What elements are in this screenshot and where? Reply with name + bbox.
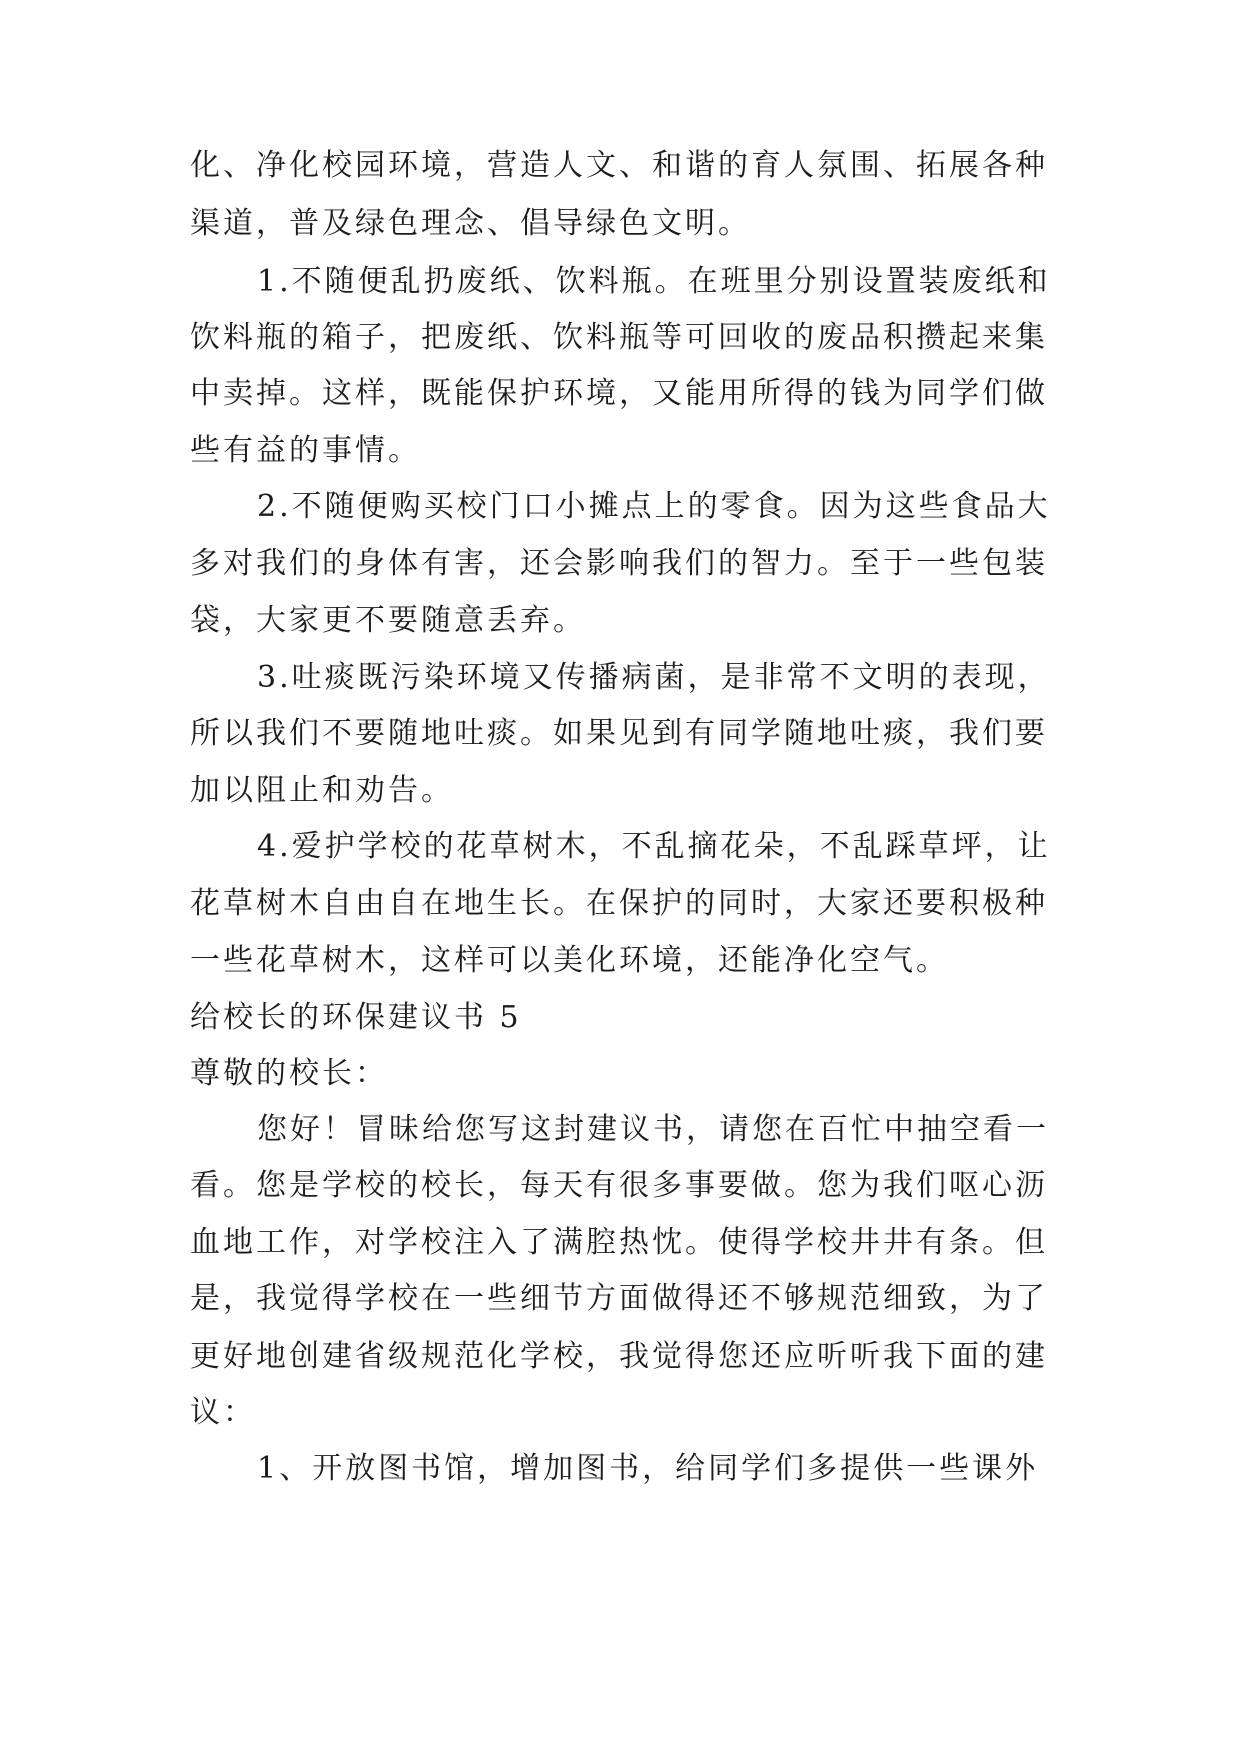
list-item-line: 袋，大家更不要随意丢弃。 [190, 603, 586, 638]
list-item-line: 3.吐痰既污染环境又传播病菌，是非常不文明的表现， [257, 660, 1051, 695]
letter-body-line: 您好！冒昧给您写这封建议书，请您在百忙中抽空看一 [257, 1112, 1049, 1147]
list-item-line: 多对我们的身体有害，还会影响我们的智力。至于一些包装 [190, 546, 1048, 581]
paragraph-line: 化、净化校园环境，营造人文、和谐的育人氛围、拓展各种 [190, 148, 1048, 183]
list-item-line: 中卖掉。这样，既能保护环境，又能用所得的钱为同学们做 [190, 376, 1048, 411]
letter-body-line: 看。您是学校的校长，每天有很多事要做。您为我们呕心沥 [190, 1168, 1048, 1203]
section-heading: 给校长的环保建议书 5 [190, 1000, 522, 1035]
letter-body-line: 是，我觉得学校在一些细节方面做得还不够规范细致，为了 [190, 1281, 1048, 1316]
letter-body-line: 议： [190, 1395, 256, 1430]
list-item-line: 一些花草树木，这样可以美化环境，还能净化空气。 [190, 943, 949, 978]
letter-body-line: 更好地创建省级规范化学校，我觉得您还应听听我下面的建 [190, 1339, 1048, 1374]
paragraph-line: 渠道，普及绿色理念、倡导绿色文明。 [190, 206, 751, 241]
salutation: 尊敬的校长： [190, 1056, 388, 1091]
letter-body-line: 血地工作，对学校注入了满腔热忱。使得学校井井有条。但 [190, 1225, 1048, 1260]
list-item-line: 4.爱护学校的花草树木，不乱摘花朵，不乱踩草坪，让 [257, 829, 1051, 864]
list-item-line: 所以我们不要随地吐痰。如果见到有同学随地吐痰，我们要 [190, 716, 1048, 751]
list-item-line: 1、开放图书馆，增加图书，给同学们多提供一些课外 [257, 1451, 1039, 1486]
list-item-line: 些有益的事情。 [190, 433, 421, 468]
list-item-line: 加以阻止和劝告。 [190, 773, 454, 808]
list-item-line: 饮料瓶的箱子，把废纸、饮料瓶等可回收的废品积攒起来集 [190, 320, 1048, 355]
list-item-line: 花草树木自由自在地生长。在保护的同时，大家还要积极种 [190, 886, 1048, 921]
list-item-line: 2.不随便购买校门口小摊点上的零食。因为这些食品大 [257, 489, 1051, 524]
list-item-line: 1.不随便乱扔废纸、饮料瓶。在班里分别设置装废纸和 [257, 264, 1051, 299]
